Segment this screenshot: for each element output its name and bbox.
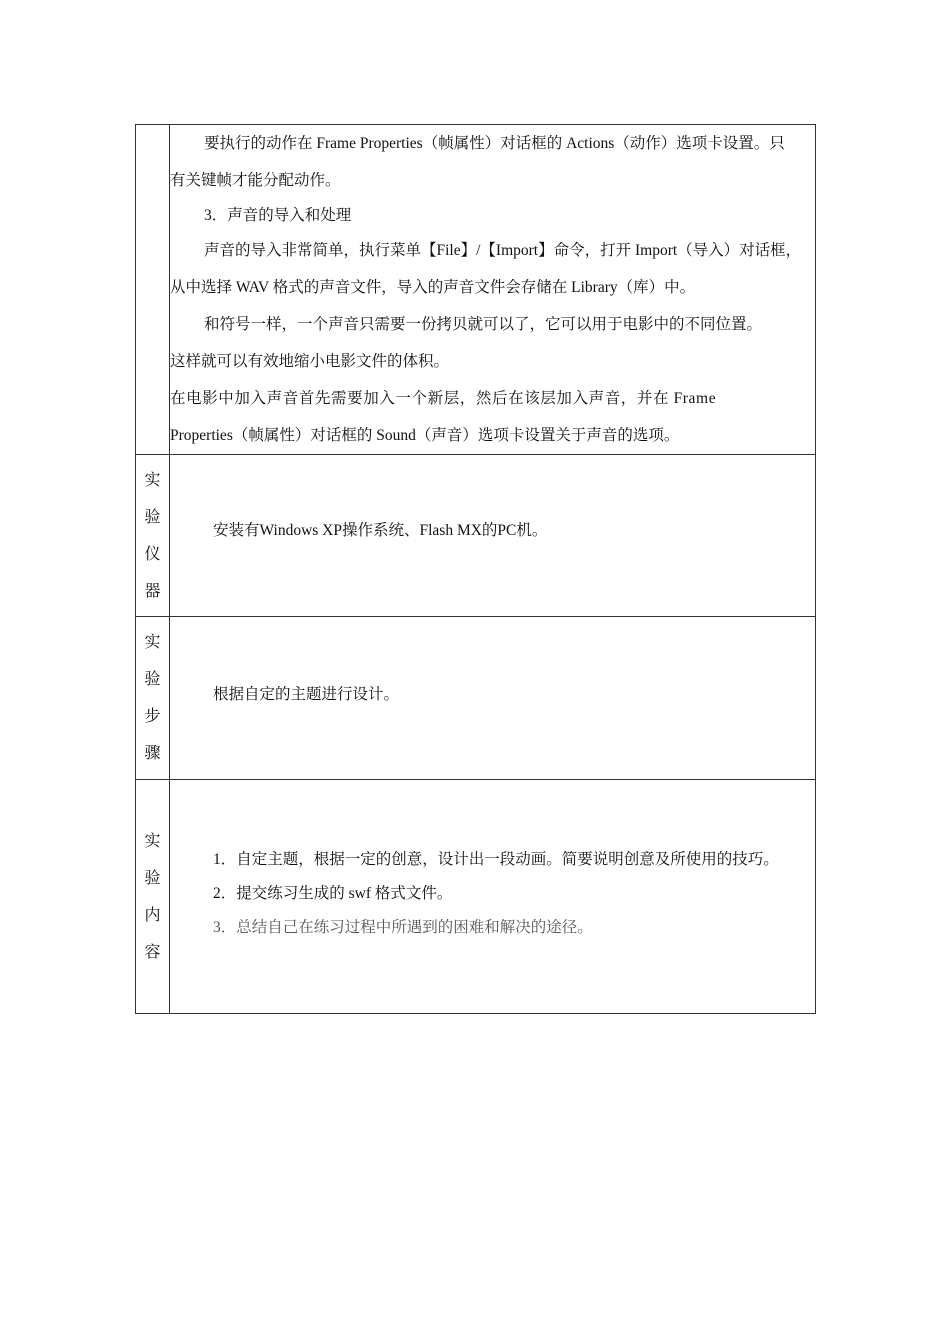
- experiment-table: [135, 124, 816, 1014]
- table-row-contents: [136, 780, 816, 1014]
- section-heading: 3．声音的导入和处理: [204, 207, 352, 224]
- table-row-steps: [136, 617, 816, 780]
- label-char: 仪: [144, 545, 161, 563]
- label-char: 验: [144, 869, 161, 887]
- label-char: 验: [144, 508, 161, 526]
- paragraph: 要执行的动作在 Frame Properties（帧属性）对话框的 Actions（动作）选项卡设置。只: [204, 135, 785, 152]
- table-row-theory: [136, 125, 816, 455]
- label-char: 步: [144, 708, 161, 725]
- paragraph: 从中选择 WAV 格式的声音文件，导入的声音文件会存储在 Library（库）中。: [170, 279, 696, 296]
- paragraph: 在电影中加入声音首先需要加入一个新层，然后在该层加入声音，并在 Frame: [170, 390, 717, 407]
- theory-content: [170, 125, 816, 455]
- label-char: 容: [144, 943, 161, 961]
- paragraph: 这样就可以有效地缩小电影文件的体积。: [170, 353, 450, 370]
- contents-content: [170, 780, 816, 1014]
- paragraph: 声音的导入非常简单，执行菜单【File】/【Import】命令，打开 Import（导入）对话框，: [204, 242, 802, 259]
- paragraph: 有关键帧才能分配动作。: [170, 172, 341, 189]
- row-label-steps: [136, 617, 170, 780]
- label-char: 实: [144, 634, 161, 651]
- row-label-instruments: [136, 455, 170, 617]
- label-char: 器: [144, 582, 161, 600]
- row-label-contents: [136, 780, 170, 1014]
- table-row-instruments: [136, 455, 816, 617]
- paragraph: 和符号一样，一个声音只需要一份拷贝就可以了，它可以用于电影中的不同位置。: [204, 316, 763, 333]
- list-item: 2．提交练习生成的 swf 格式文件。: [213, 885, 453, 902]
- steps-text: 根据自定的主题进行设计。: [213, 686, 400, 703]
- paragraph: Properties（帧属性）对话框的 Sound（声音）选项卡设置关于声音的选项。: [170, 427, 680, 444]
- contents-list: [213, 843, 779, 945]
- steps-content: [170, 617, 816, 780]
- label-char: 验: [144, 671, 161, 688]
- label-char: 内: [144, 906, 161, 924]
- label-char: 实: [144, 832, 161, 850]
- list-item: 1．自定主题，根据一定的创意，设计出一段动画。简要说明创意及所使用的技巧。: [213, 851, 779, 868]
- list-item: 3．总结自己在练习过程中所遇到的困难和解决的途径。: [213, 919, 593, 936]
- instruments-content: [170, 455, 816, 617]
- instruments-text: 安装有Windows XP操作系统、Flash MX的PC机。: [213, 522, 548, 539]
- label-char: 实: [144, 471, 161, 489]
- row-label-empty: [136, 125, 170, 455]
- label-char: 骤: [144, 745, 161, 762]
